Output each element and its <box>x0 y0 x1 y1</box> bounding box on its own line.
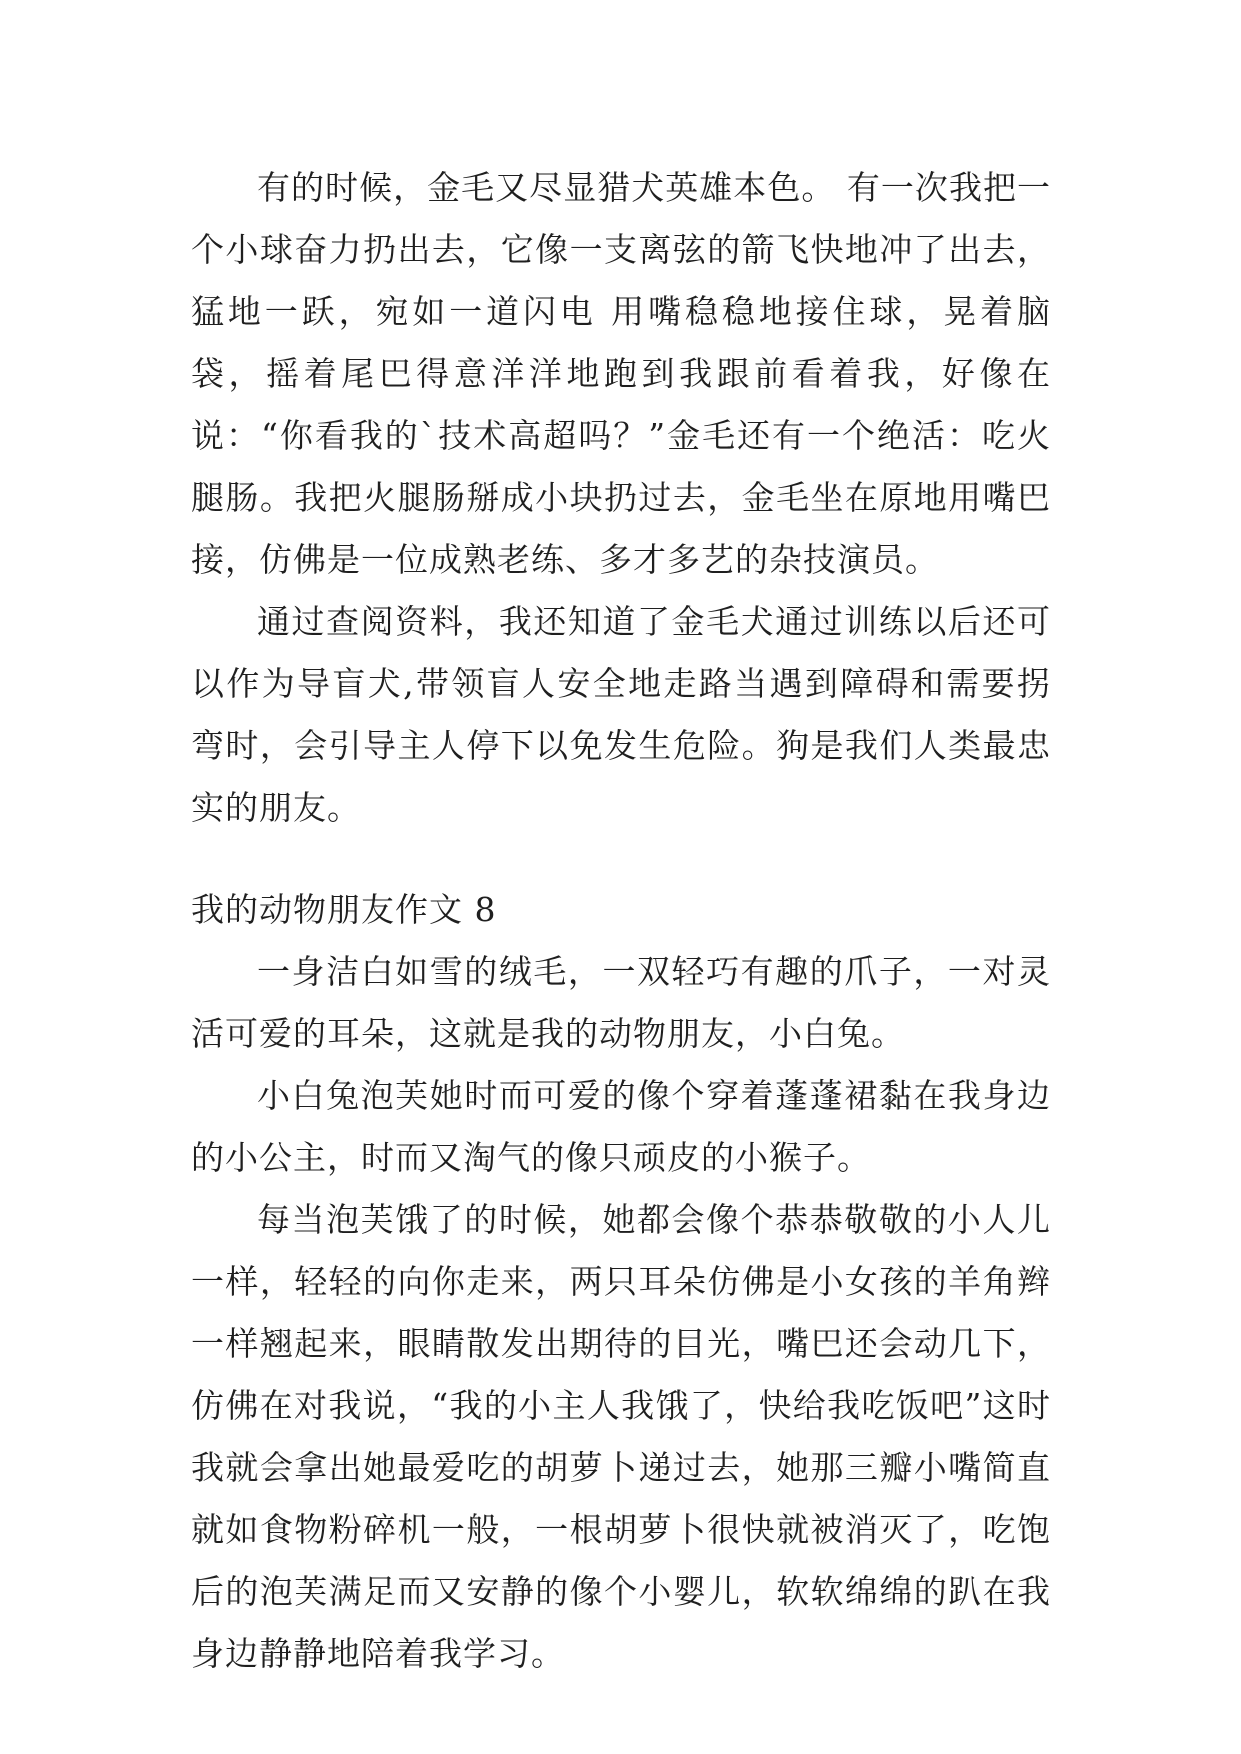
paragraph-guide-dog: 通过查阅资料，我还知道了金毛犬通过训练以后还可以作为导盲犬,带领盲人安全地走路当遇到障碍和需要拐弯时，会引导主人停下以免发生危险。狗是我们人类最忠实的朋友。 <box>191 602 1051 827</box>
paragraph-rabbit-feeding: 每当泡芙饿了的时候，她都会像个恭恭敬敬的小人儿一样，轻轻的向你走来，两只耳朵仿佛是小女孩的羊角辫一样翘起来，眼睛散发出期待的目光，嘴巴还会动几下，仿佛在对我说，“我的小主人我饿了，快给我吃饭吧”这时我就会拿出她最爱吃的胡萝卜递过去，她那三瓣小嘴简直就如食物粉碎机一般，一根胡萝卜很快就被消灭了，吃饱后的泡芙满足而又安静的像个小婴儿，软软绵绵的趴在我身边静静地陪着我学习。 <box>191 1200 1051 1673</box>
essay-heading: 我的动物朋友作文 8 <box>191 890 497 929</box>
paragraph-golden-retriever-hero: 有的时候，金毛又尽显猎犬英雄本色。 有一次我把一个小球奋力扔出去，它像一支离弦的箭飞快地冲了出去，猛地一跃，宛如一道闪电 用嘴稳稳地接住球，晃着脑袋，摇着尾巴得意洋洋地跑到我跟前看着我，好像在说：“你看我的`技术高超吗？”金毛还有一个绝活：吃火腿肠。我把火腿肠掰成小块扔过去，金毛坐在原地用嘴巴接，仿佛是一位成熟老练、多才多艺的杂技演员。 <box>191 168 1051 579</box>
paragraph-rabbit-personality: 小白兔泡芙她时而可爱的像个穿着蓬蓬裙黏在我身边的小公主，时而又淘气的像只顽皮的小猴子。 <box>191 1076 1051 1177</box>
paragraph-rabbit-intro: 一身洁白如雪的绒毛，一双轻巧有趣的爪子，一对灵活可爱的耳朵，这就是我的动物朋友，小白兔。 <box>191 952 1051 1053</box>
document-body <box>191 157 1051 1685</box>
section-spacer <box>191 839 1051 879</box>
